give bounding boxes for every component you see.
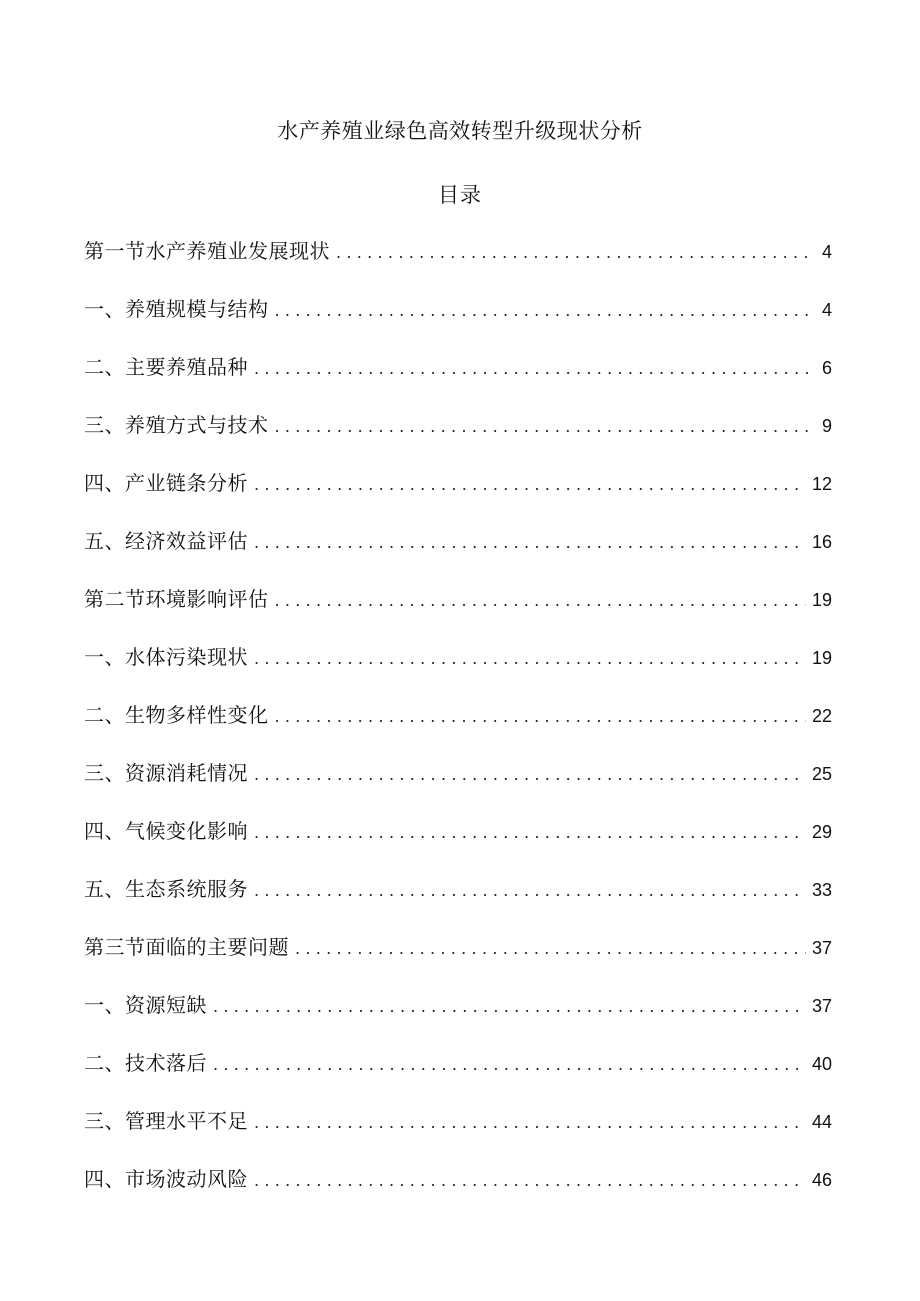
toc-entry[interactable] xyxy=(84,1106,832,1164)
toc-leader-dots xyxy=(254,1108,806,1138)
toc-entry[interactable] xyxy=(84,758,832,816)
toc-entry-page: 37 xyxy=(811,996,832,1016)
toc-entry-page: 19 xyxy=(811,590,832,610)
toc-entry-page: 22 xyxy=(811,706,832,726)
toc-entry-label: 第一节水产养殖业发展现状 xyxy=(84,239,330,263)
toc-entry[interactable] xyxy=(84,990,832,1048)
toc-entry-page: 46 xyxy=(811,1170,832,1190)
toc-leader-dots xyxy=(275,586,806,616)
toc-entry-label: 三、管理水平不足 xyxy=(84,1109,248,1133)
toc-leader-dots xyxy=(275,412,813,442)
toc-entry-label: 四、市场波动风险 xyxy=(84,1167,248,1191)
toc-entry-page: 44 xyxy=(811,1112,832,1132)
toc-entry[interactable] xyxy=(84,410,832,468)
toc-entry[interactable] xyxy=(84,352,832,410)
toc-entry-label: 一、水体污染现状 xyxy=(84,645,248,669)
toc-entry[interactable] xyxy=(84,526,832,584)
toc-entry-page: 9 xyxy=(821,416,832,436)
toc-entry-label: 一、资源短缺 xyxy=(84,993,207,1017)
toc-entry[interactable] xyxy=(84,236,832,294)
toc-entry-page: 37 xyxy=(811,938,832,958)
toc-entry[interactable] xyxy=(84,1164,832,1222)
toc-entry[interactable] xyxy=(84,294,832,352)
toc-leader-dots xyxy=(254,528,806,558)
toc-entry-label: 第二节环境影响评估 xyxy=(84,587,269,611)
toc-entry-label: 一、养殖规模与结构 xyxy=(84,297,269,321)
toc-leader-dots xyxy=(275,296,813,326)
toc-entry[interactable] xyxy=(84,642,832,700)
toc-leader-dots xyxy=(254,818,806,848)
toc-entry-page: 19 xyxy=(811,648,832,668)
toc-entry-label: 三、养殖方式与技术 xyxy=(84,413,269,437)
toc-leader-dots xyxy=(254,876,806,906)
toc-entry-label: 四、产业链条分析 xyxy=(84,471,248,495)
toc-heading: 目录 xyxy=(438,183,482,207)
toc-entry-label: 五、生态系统服务 xyxy=(84,877,248,901)
toc-leader-dots xyxy=(213,992,806,1022)
toc-entry[interactable] xyxy=(84,700,832,758)
toc-leader-dots xyxy=(336,238,812,268)
toc-entry-label: 五、经济效益评估 xyxy=(84,529,248,553)
toc-entry[interactable] xyxy=(84,468,832,526)
toc-entry[interactable] xyxy=(84,874,832,932)
toc-leader-dots xyxy=(254,1166,806,1196)
toc-entry[interactable] xyxy=(84,584,832,642)
toc-leader-dots xyxy=(254,760,806,790)
toc-leader-dots xyxy=(254,354,812,384)
toc-entry-page: 16 xyxy=(811,532,832,552)
toc-entry-label: 三、资源消耗情况 xyxy=(84,761,248,785)
toc-entry-label: 二、生物多样性变化 xyxy=(84,703,269,727)
document-title: 水产养殖业绿色高效转型升级现状分析 xyxy=(277,119,643,143)
toc-entry-label: 二、技术落后 xyxy=(84,1051,207,1075)
toc-leader-dots xyxy=(213,1050,806,1080)
toc-entry-page: 25 xyxy=(811,764,832,784)
toc-entry[interactable] xyxy=(84,932,832,990)
toc-leader-dots xyxy=(295,934,806,964)
toc-entry-page: 12 xyxy=(811,474,832,494)
toc-entry-label: 二、主要养殖品种 xyxy=(84,355,248,379)
toc-entry-page: 33 xyxy=(811,880,832,900)
toc-leader-dots xyxy=(254,644,806,674)
toc-leader-dots xyxy=(254,470,806,500)
toc-entry-page: 4 xyxy=(821,300,832,320)
toc-entry[interactable] xyxy=(84,816,832,874)
toc-entry-page: 6 xyxy=(821,358,832,378)
toc-leader-dots xyxy=(275,702,806,732)
toc-entry-label: 四、气候变化影响 xyxy=(84,819,248,843)
table-of-contents xyxy=(84,236,832,1222)
toc-entry[interactable] xyxy=(84,1048,832,1106)
toc-entry-label: 第三节面临的主要问题 xyxy=(84,935,289,959)
toc-entry-page: 4 xyxy=(821,242,832,262)
toc-entry-page: 40 xyxy=(811,1054,832,1074)
toc-entry-page: 29 xyxy=(811,822,832,842)
